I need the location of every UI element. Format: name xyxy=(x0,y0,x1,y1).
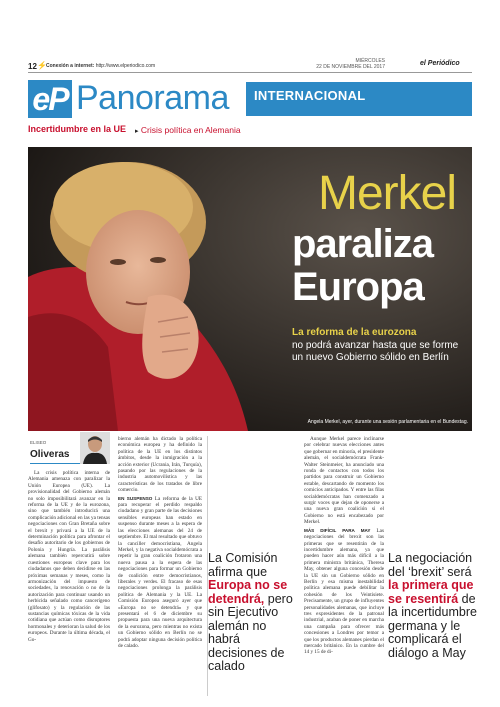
author-avatar xyxy=(80,432,110,464)
conexion-line xyxy=(46,63,155,69)
kicker-sub-text: Crisis política en Alemania xyxy=(140,125,241,135)
pullquote-1 xyxy=(208,552,298,674)
pullquote-2 xyxy=(388,552,478,660)
arrow-right-icon: ▸ xyxy=(135,128,139,135)
col3-text: Aunque Merkel parece inclinarse por celebrar nuevas elecciones antes que gobernar en minoría, el presidente alemán, el socialdemócrata Frank-Walter Steinmeier, ha anunciado una ronda de contactos con todos los partidos para construir un Gobierno estable, descartando de momento los comicios anticipados. Y entre las filas socialdemócratas han comenzado a surgir voces que dejan de oponerse a una nueva gran coalición si el Gobierno no está encabezado por Merkel. xyxy=(304,436,384,526)
date-block xyxy=(300,58,385,70)
ep-logo: eP xyxy=(28,80,72,118)
page-number: 12 xyxy=(28,62,37,71)
weekday: MIÉRCOLES xyxy=(355,58,385,64)
header-divider xyxy=(28,72,472,73)
subheadline-line-3: un nuevo Gobierno sólido en Berlín xyxy=(292,352,449,363)
col3-lead: MÁS DIFÍCIL PARA MAY xyxy=(304,527,371,533)
col2-text: bierno alemán ha dictado la política económica europea y ha definido la política de la UE en los distintos ámbitos, desde la inmigración a la acción exterior (Ucrania, Irán, Turquía), pasando por las regulaciones de la industria automovilística y las características de los tratados de libre comercio. xyxy=(118,436,202,494)
subheadline-highlight: La reforma de la eurozona xyxy=(292,327,417,338)
col2-lead: EN SUSPENSO xyxy=(118,495,153,501)
col3b-text: Las negociaciones del brexit son las primeras que se resentirán de la incertidumbre alemana, ya que pueden hacer aún más difícil a la primera ministra británica, Theresa May, obtener alguna concesión desde la UE sin un Gobierno sólido en Berlín y esa misma inestabilidad política alemana puede debilitar la cohesión de los Veintisiete. Precisamente, un grupo de influyentes personalidades alemanas, que incluye tres expresidentes de la patronal industrial, acaban de poner en marcha una campaña para ofrecer más concesiones a Londres por temor a que los productos alemanes pierdan el mercado británico. En la cumbre del 14 y 15 de di- xyxy=(304,527,384,656)
pullquote-1-post: pero sin Ejecutivo alemán no habrá decisiones de calado xyxy=(208,591,293,673)
section-name: Panorama xyxy=(76,79,229,117)
headline-line-1: Merkel xyxy=(318,167,457,220)
lightning-icon: ⚡ xyxy=(37,61,47,70)
pullquote-1-pre: La Comisión afirma que xyxy=(208,551,278,579)
pullquote-2-post: de la incertidumbre germana y le complicará el diálogo a May xyxy=(388,591,477,660)
author-first-name: ELISEO xyxy=(30,440,47,445)
subheadline-line-2: no podrá avanzar hasta que se forme xyxy=(292,340,459,351)
author-photo-illustration xyxy=(80,432,110,464)
article-column-1 xyxy=(28,470,110,643)
col2b-text: La reforma de la UE para recuperar el perdido respaldo ciudadano y gran parte de las decisiones sensibles europeas han estado en suspenso durante meses a la espera de las elecciones alemanas del 24 de septiembre. El mal resultado que obtuvo la canciller democristiana, Angela Merkel, y la negativa socialdemócrata a repetir la gran coalición frotaron una nueva pausa a la espera de las negociaciones para formar un Gobierno de coalición entre democristianos, liberales y verdes. El fracaso de esas negociaciones prolonga la parálisis política de Alemania y la UE. La Comisión Europea aseguró ayer que «Europa no se detendrá» y que presentará el 6 de diciembre su propuesta para una nueva arquitectura de la eurozona, pero mientras no exista un Gobierno sólido en Berlín no se podrá adoptar ninguna decisión política de calado. xyxy=(118,495,203,649)
kicker-sub xyxy=(135,125,241,135)
pullquote-2-highlight: la primera que se resentirá xyxy=(388,578,474,606)
article-column-3 xyxy=(304,436,384,656)
kicker: Incertidumbre en la UE xyxy=(28,124,127,134)
pullquote-1-highlight: Europa no se detendrá, xyxy=(208,578,288,606)
conexion-label: Conexión a internet: xyxy=(46,63,95,69)
article-column-2 xyxy=(118,436,202,649)
headline-line-3: Europa xyxy=(292,265,424,309)
pullquote-2-pre: La negociación del ‘brexit’ será xyxy=(388,551,473,579)
conexion-url[interactable]: http://www.elperiodico.com xyxy=(95,63,156,69)
headline-line-2: paraliza xyxy=(292,222,433,266)
date: 22 DE NOVIEMBRE DEL 2017 xyxy=(316,64,385,70)
brand-name: el Periódico xyxy=(420,60,460,67)
subsection-label: INTERNACIONAL xyxy=(254,88,366,103)
author-last-name: Oliveras xyxy=(30,449,70,460)
col1-text: La crisis política interna de Alemania amenaza con paralizar la Unión Europea (UE). La provisionalidad del Gobierno alemán no solo imposibilitará avanzar en la reforma de la UE y de la eurozona, sino que también introducirá una complicación adicional en las ya tensas negociaciones con Gran Bretaña sobre el brexit y privará a la UE de la determinación política para afrontar el desafío autoritario de los gobiernos de Polonia y Hungría. La parálisis alemana también repercutirá sobre cuestiones europeas clave para los ciudadanos que deben decidirse en las próximas semanas y meses, como la armonización del impuesto de sociedades, la renovación o no de la autorización para continuar usando un herbicida señalado como cancerígeno (glifosato) y la regulación de las sustancias químicas tóxicas de la vida cotidiana que actúan como disruptores hormonales y deterioran la salud de los europeos. Durante la última década, el Go- xyxy=(28,470,110,643)
photo-caption: Angela Merkel, ayer, durante una sesión parlamentaria en el Bundestag. xyxy=(307,419,468,425)
